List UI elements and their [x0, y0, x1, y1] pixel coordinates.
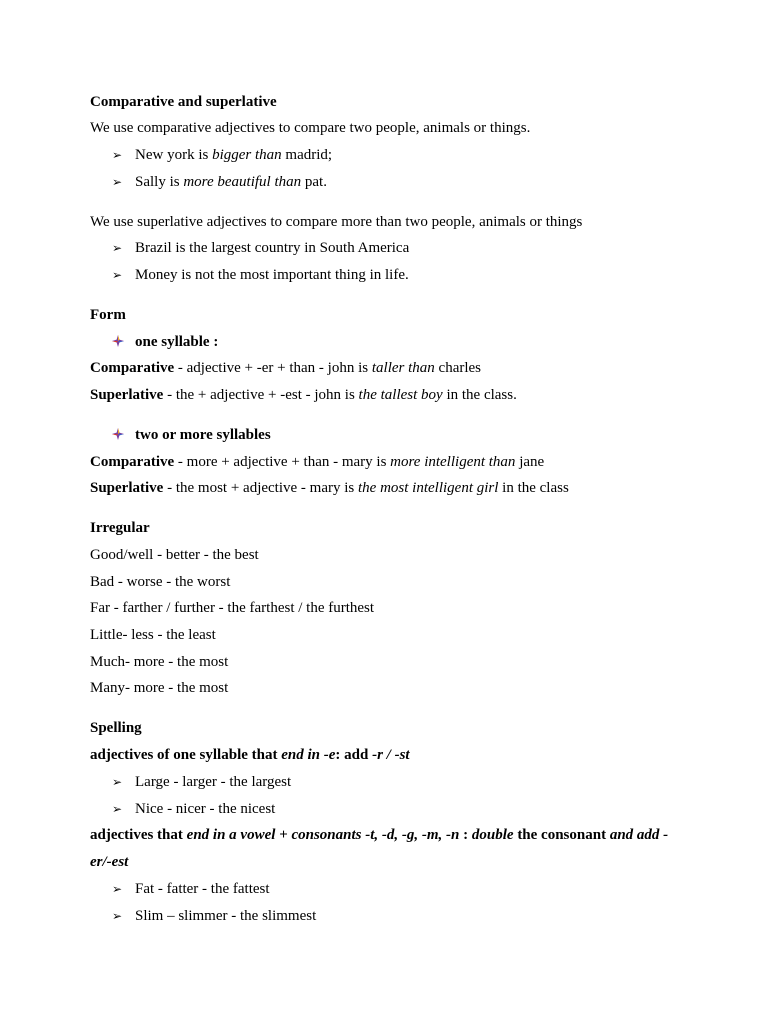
- example-emphasis: the most intelligent girl: [358, 480, 499, 496]
- irregular-line: Much- more - the most: [90, 654, 229, 670]
- arrow-bullet-icon: ➢: [112, 775, 123, 789]
- rule-emphasis: end in a vowel + consonants -t, -d, -g, -m, -n: [186, 827, 460, 843]
- example-text: Slim – slimmer - the slimmest: [135, 908, 317, 924]
- subheading-one-syllable: [112, 332, 218, 352]
- spelling-rule-2-continued: er/-est: [90, 854, 129, 870]
- term-label: Comparative: [90, 454, 175, 470]
- form-comparative-one-syllable: [90, 358, 481, 378]
- arrow-bullet-icon: ➢: [112, 148, 123, 162]
- irregular-line: Bad - worse - the worst: [90, 574, 231, 590]
- rule-text: adjectives of one syllable that: [90, 747, 282, 763]
- example-text: Money is not the most important thing in life.: [135, 267, 409, 283]
- list-item: [112, 145, 332, 165]
- example-text: Fat - fatter - the fattest: [135, 881, 270, 897]
- example-text: New york is: [135, 147, 213, 163]
- arrow-bullet-icon: ➢: [112, 882, 123, 896]
- example-text: Sally is: [135, 174, 184, 190]
- rule-text: in the class: [498, 480, 569, 496]
- arrow-bullet-icon: ➢: [112, 909, 123, 923]
- form-superlative-one-syllable: [90, 385, 517, 405]
- irregular-line: Many- more - the most: [90, 680, 229, 696]
- list-item: [112, 879, 270, 899]
- arrow-bullet-icon: ➢: [112, 268, 123, 282]
- list-item: [112, 906, 316, 926]
- rule-text: : add: [335, 747, 373, 763]
- rule-text: :: [459, 827, 472, 843]
- comparative-intro: We use comparative adjectives to compare two people, animals or things.: [90, 120, 531, 136]
- form-comparative-two-syllables: [90, 452, 544, 472]
- subheading-two-syllables: [112, 425, 271, 445]
- rule-text: jane: [515, 454, 545, 470]
- spelling-rule-1: [90, 745, 410, 765]
- rule-text: - the + adjective + -est - john is: [163, 387, 359, 403]
- example-text: pat.: [301, 174, 327, 190]
- rule-text: - adjective + -er + than - john is: [174, 360, 372, 376]
- rule-emphasis: double: [471, 827, 514, 843]
- rule-text: in the class.: [442, 387, 517, 403]
- superlative-intro: We use superlative adjectives to compare more than two people, animals or things: [90, 214, 583, 230]
- rule-text: - the most + adjective - mary is: [163, 480, 358, 496]
- rule-text: the consonant: [513, 827, 610, 843]
- arrow-bullet-icon: ➢: [112, 175, 123, 189]
- star-bullet-icon: [112, 428, 124, 440]
- example-emphasis: taller than: [371, 360, 435, 376]
- heading-irregular: Irregular: [90, 520, 150, 536]
- example-text: Large - larger - the largest: [135, 774, 292, 790]
- heading-spelling: Spelling: [90, 720, 142, 736]
- term-label: Comparative: [90, 360, 175, 376]
- rule-emphasis: and add -: [609, 827, 669, 843]
- rule-emphasis: -r / -st: [372, 747, 410, 763]
- heading-form: Form: [90, 307, 126, 323]
- example-emphasis: more beautiful than: [183, 174, 302, 190]
- form-superlative-two-syllables: [90, 478, 569, 498]
- term-label: Superlative: [90, 387, 164, 403]
- rule-emphasis: end in -e: [281, 747, 336, 763]
- list-item: [112, 772, 291, 792]
- irregular-line: Little- less - the least: [90, 627, 216, 643]
- list-item: [112, 265, 409, 285]
- list-item: [112, 799, 275, 819]
- rule-text: charles: [434, 360, 482, 376]
- spelling-rule-2: [90, 825, 668, 845]
- rule-text: adjectives that: [90, 827, 187, 843]
- example-emphasis: more intelligent than: [390, 454, 516, 470]
- arrow-bullet-icon: ➢: [112, 241, 123, 255]
- rule-text: - more + adjective + than - mary is: [174, 454, 391, 470]
- example-text: Brazil is the largest country in South America: [135, 240, 410, 256]
- example-text: madrid;: [281, 147, 333, 163]
- star-bullet-icon: [112, 335, 124, 347]
- example-emphasis: the tallest boy: [358, 387, 443, 403]
- term-label: Superlative: [90, 480, 164, 496]
- example-text: Nice - nicer - the nicest: [135, 801, 276, 817]
- irregular-line: Far - farther / further - the farthest / the furthest: [90, 600, 375, 616]
- heading-comparative-superlative: Comparative and superlative: [90, 94, 277, 110]
- example-emphasis: bigger than: [212, 147, 282, 163]
- subheading-label: two or more syllables: [135, 427, 271, 443]
- irregular-line: Good/well - better - the best: [90, 547, 259, 563]
- subheading-label: one syllable :: [135, 334, 219, 350]
- list-item: [112, 172, 327, 192]
- list-item: [112, 238, 409, 258]
- arrow-bullet-icon: ➢: [112, 802, 123, 816]
